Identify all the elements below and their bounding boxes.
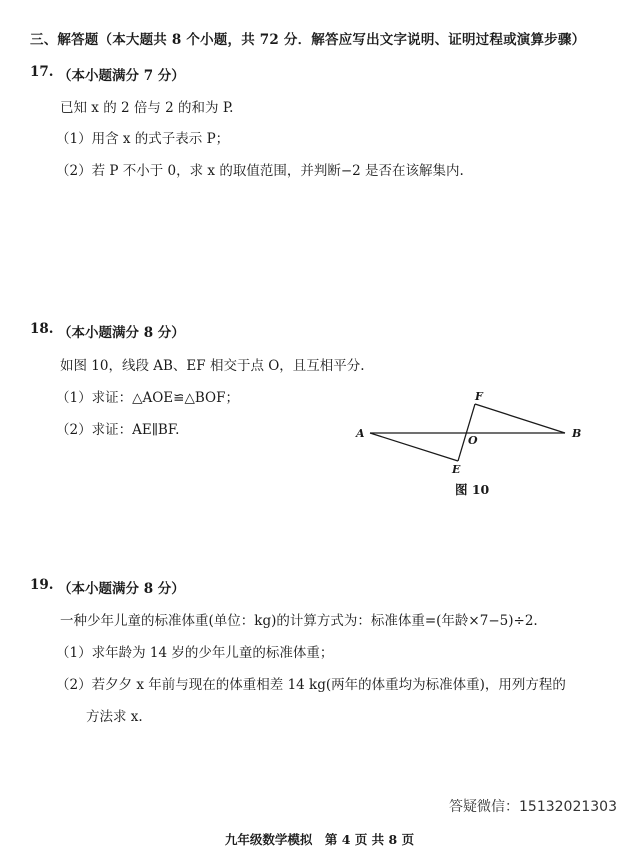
question-stem: 如图 10，线段 AB、EF 相交于点 O，且互相平分. bbox=[60, 358, 365, 374]
question-number: 18. bbox=[30, 321, 54, 337]
label-f: F bbox=[475, 390, 483, 403]
sub-question-1: （1）求证：△AOE≌△BOF； bbox=[56, 390, 239, 406]
page-footer: 九年级数学模拟 第 4 页 共 8 页 bbox=[224, 832, 415, 847]
question-number: 17. bbox=[30, 64, 54, 80]
segment-bf bbox=[475, 404, 565, 433]
question-score: （本小题满分 8 分） bbox=[58, 325, 185, 341]
label-b: B bbox=[572, 427, 582, 440]
segment-ae bbox=[370, 433, 458, 461]
figure-caption: 图 10 bbox=[455, 482, 490, 497]
section-header: 三、解答题（本大题共 8 个小题，共 72 分．解答应写出文字说明、证明过程或演算步骤） bbox=[30, 32, 586, 48]
sub-question-2-continued: 方法求 x. bbox=[86, 709, 143, 725]
label-o: O bbox=[468, 434, 478, 447]
contact-watermark: 答疑微信：15132021303 bbox=[449, 799, 617, 815]
sub-question-2: （2）若 P 不小于 0，求 x 的取值范围，并判断−2 是否在该解集内. bbox=[56, 163, 464, 179]
sub-question-2: （2）求证：AE∥BF. bbox=[56, 422, 180, 438]
question-number: 19. bbox=[30, 577, 54, 593]
question-stem: 已知 x 的 2 倍与 2 的和为 P. bbox=[60, 100, 234, 116]
sub-question-1: （1）求年龄为 14 岁的少年儿童的标准体重； bbox=[56, 645, 334, 661]
question-stem: 一种少年儿童的标准体重(单位：kg)的计算方式为：标准体重=(年龄×7−5)÷2. bbox=[60, 613, 538, 629]
sub-question-1: （1）用含 x 的式子表示 P； bbox=[56, 131, 230, 147]
question-score: （本小题满分 8 分） bbox=[58, 581, 185, 597]
label-e: E bbox=[452, 463, 461, 476]
sub-question-2: （2）若夕夕 x 年前与现在的体重相差 14 kg(两年的体重均为标准体重)，用列方程的 bbox=[56, 677, 566, 693]
question-score: （本小题满分 7 分） bbox=[58, 68, 185, 84]
label-a: A bbox=[356, 427, 365, 440]
figure-10-diagram bbox=[350, 385, 590, 480]
